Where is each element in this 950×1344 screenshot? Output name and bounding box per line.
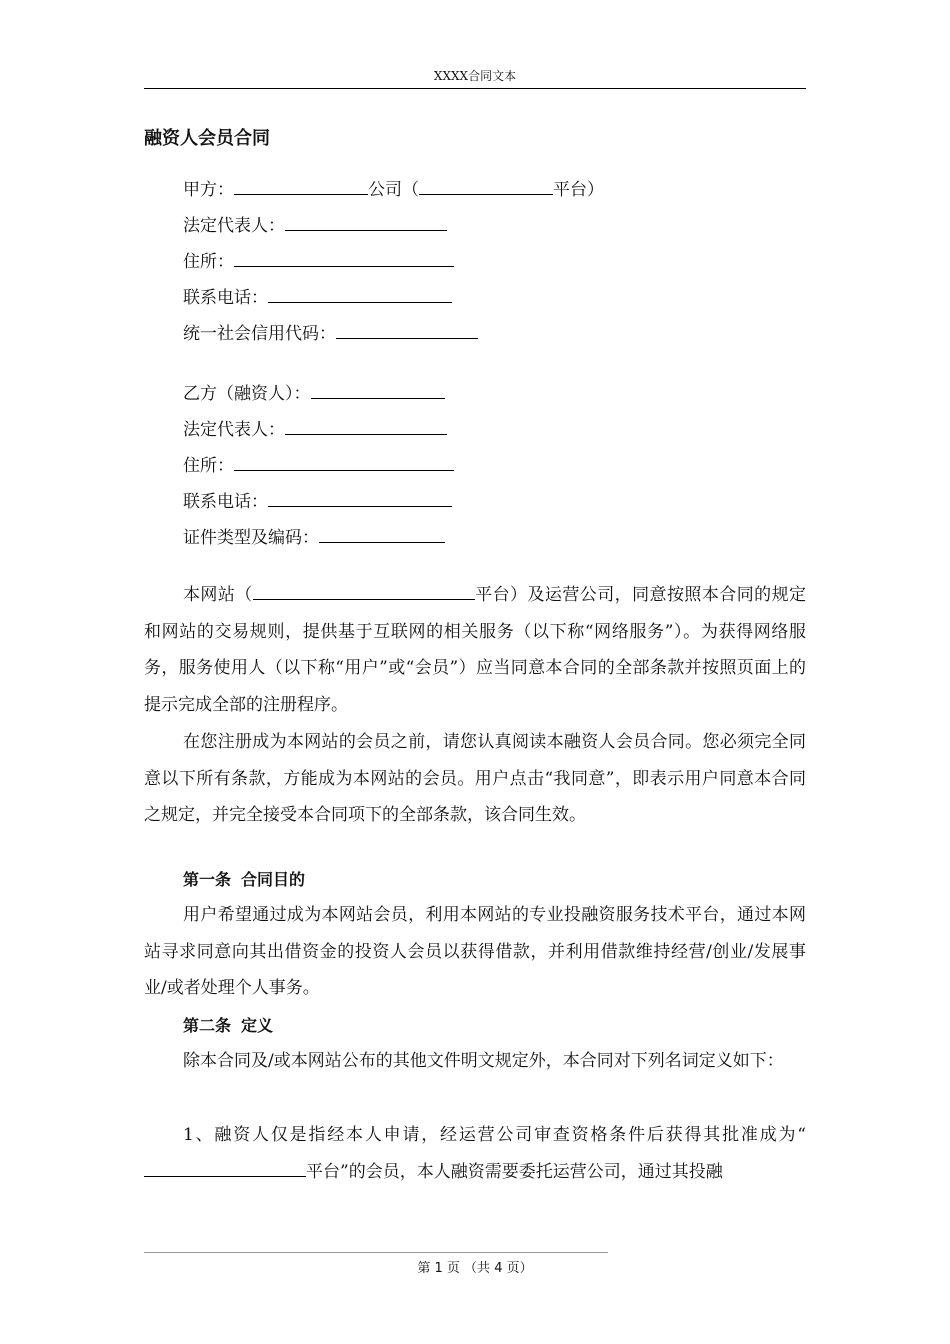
party-a-company-suffix: 公司（ <box>368 180 419 200</box>
footer-rule <box>144 1252 608 1253</box>
party-b-legal-rep-label: 法定代表人： <box>183 420 285 440</box>
party-a-legal-rep-blank <box>285 212 447 231</box>
website-platform-blank <box>253 581 475 600</box>
article-1-number: 第一条 <box>183 870 232 889</box>
party-a-legal-rep-line <box>183 212 447 238</box>
item-1-after: 平台”的会员，本人融资需要委托运营公司，通过其投融 <box>306 1161 723 1182</box>
party-a-name-blank <box>234 176 368 195</box>
party-a-address-label: 住所： <box>183 252 234 272</box>
party-a-address-blank <box>234 248 454 267</box>
article-1-heading <box>183 868 305 892</box>
item-1-platform-blank <box>144 1158 306 1177</box>
document-title: 融资人会员合同 <box>144 128 270 149</box>
party-a-credit-code-label: 统一社会信用代码： <box>183 324 336 344</box>
intro-paragraph-1 <box>144 577 806 723</box>
party-a-credit-code-blank <box>336 320 478 339</box>
article-1-body: 用户希望通过成为本网站会员，利用本网站的专业投融资服务技术平台，通过本网站寻求同意向其出借资金的投资人会员以获得借款，并利用借款维持经营/创业/发展事业/或者处理个人事务。 <box>144 905 806 999</box>
party-b-id-type-label: 证件类型及编码： <box>183 528 319 548</box>
intro-paragraph-2: 在您注册成为本网站的会员之前，请您认真阅读本融资人会员合同。您必须完全同意以下所有条款，方能成为本网站的会员。用户点击“我同意”，即表示用户同意本合同之规定，并完全接受本合同项下的全部条款，该合同生效。 <box>144 732 806 826</box>
party-b-label: 乙方（融资人）： <box>183 384 311 404</box>
article-2-body: 除本合同及/或本网站公布的其他文件明文规定外，本合同对下列名词定义如下： <box>183 1051 784 1071</box>
party-a-address-line <box>183 248 454 274</box>
party-b-phone-line <box>183 488 452 514</box>
party-b-legal-rep-line <box>183 416 447 442</box>
article-1-title: 合同目的 <box>241 870 306 889</box>
party-b-name-blank <box>311 380 445 399</box>
party-b-address-blank <box>234 452 454 471</box>
party-b-id-type-blank <box>319 524 445 543</box>
party-a-phone-label: 联系电话： <box>183 288 268 308</box>
page-header: XXXX合同文本 <box>144 64 806 89</box>
page-footer: 第 1 页 （共 4 页） <box>417 1261 533 1276</box>
party-a-label: 甲方： <box>183 180 234 200</box>
intro-p1-before: 本网站（ <box>183 585 253 605</box>
party-a-line <box>183 176 604 202</box>
party-a-phone-blank <box>268 284 452 303</box>
item-1-before: 1、融资人仅是指经本人申请，经运营公司审查资格条件后获得其批准成为“ <box>183 1125 806 1145</box>
party-b-legal-rep-blank <box>285 416 447 435</box>
party-a-platform-blank <box>419 176 553 195</box>
article-2-heading <box>183 1014 273 1038</box>
party-a-phone-line <box>183 284 452 310</box>
party-b-address-line <box>183 452 454 478</box>
party-b-line <box>183 380 445 406</box>
party-a-legal-rep-label: 法定代表人： <box>183 216 285 236</box>
party-b-phone-label: 联系电话： <box>183 492 268 512</box>
party-a-credit-code-line <box>183 320 478 346</box>
party-a-platform-suffix: 平台） <box>553 180 604 200</box>
party-b-phone-blank <box>268 488 452 507</box>
party-b-id-type-line <box>183 524 445 550</box>
article-2-item-1 <box>144 1117 806 1190</box>
article-2-title: 定义 <box>241 1016 274 1035</box>
intro-p1-after: 平台）及运营公司，同意按照本合同的规定和网站的交易规则，提供基于互联网的相关服务（以下称“网络服务”）。为获得网络服务，服务使用人（以下称“用户”或“会员”）应当同意本合同的全部条款并按照页面上的提示完成全部的注册程序。 <box>144 585 807 715</box>
article-2-number: 第二条 <box>183 1016 232 1035</box>
party-b-address-label: 住所： <box>183 456 234 476</box>
